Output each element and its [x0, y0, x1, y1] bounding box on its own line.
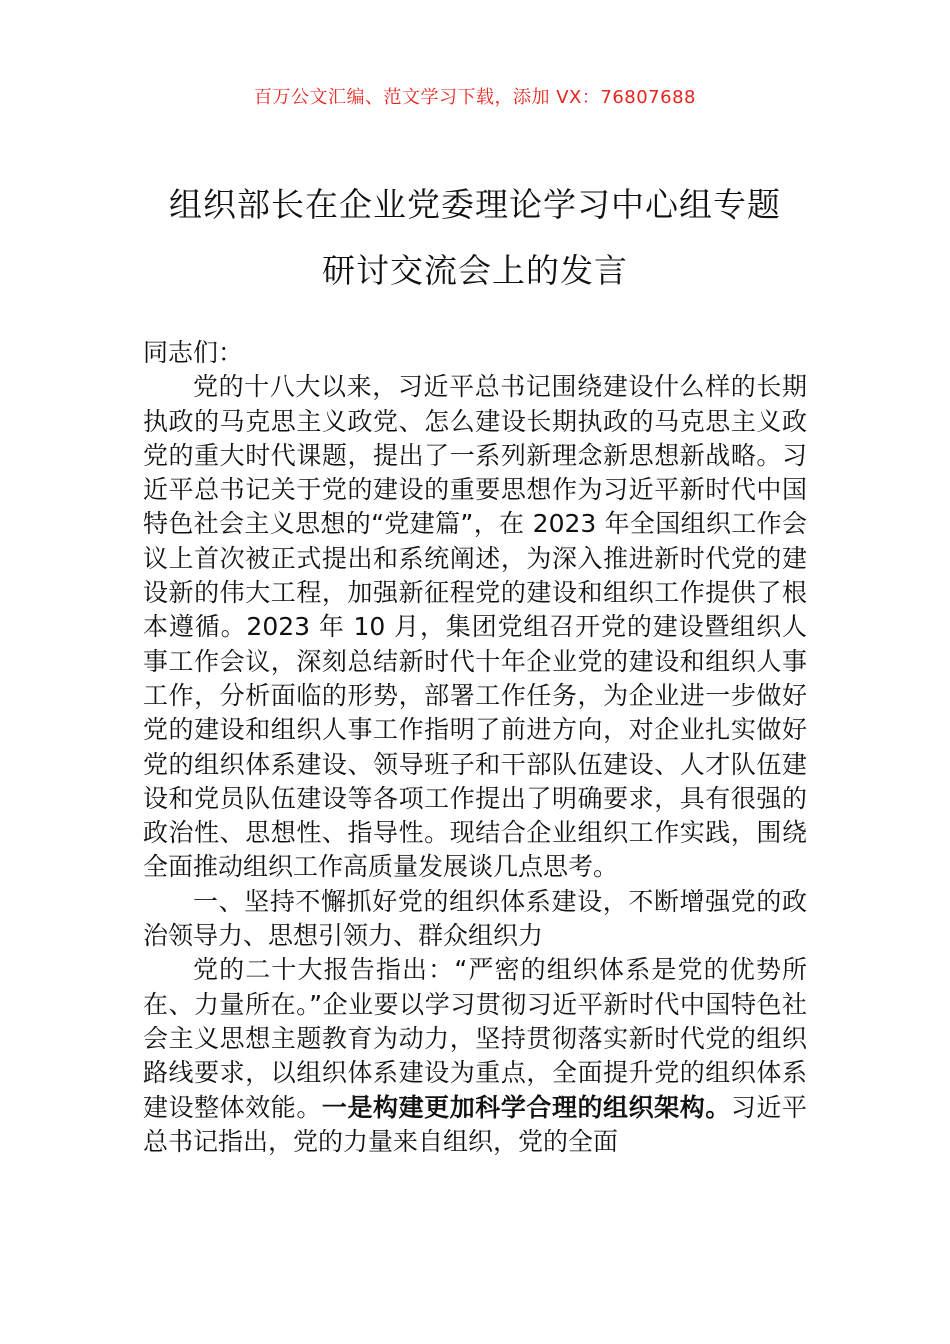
title-line-2: 研讨交流会上的发言 [322, 251, 628, 290]
salutation: 同志们： [143, 338, 244, 367]
header-note: 百万公文汇编、范文学习下载，添加 VX：76807688 [254, 87, 696, 108]
paragraph-section-1-text: 党的二十大报告指出：“严密的组织体系是党的优势所在、力量所在。”企业要以学习贯彻习近平新时代中国特色社会主义思想主题教育为动力，坚持贯彻落实新时代党的组织路线要求，以组织体系建设为重点，全面提升党的组织体系建设整体效能。 [143, 955, 807, 1122]
document-body [143, 336, 807, 1159]
paragraph-intro: 党的十八大以来，习近平总书记围绕建设什么样的长期执政的马克思主义政党、怎么建设长期执政的马克思主义政党的重大时代课题，提出了一系列新理念新思想新战略。习近平总书记关于党的建设的重要思想作为习近平新时代中国特色社会主义思想的“党建篇”，在 2023 年全国组织工作会议上首次被正式提出和系统阐述，为深入推进新时代党的建设新的伟大工程，加强新征程党的建设和组织工作提供了根本遵循。2023 年 10 月，集团党组召开党的建设暨组织人事工作会议，深刻总结新时代十年企业党的建设和组织人事工作，分析面临的形势，部署工作任务，为企业进一步做好党的建设和组织人事工作指明了前进方向，对企业扎实做好党的组织体系建设、领导班子和干部队伍建设、人才队伍建设和党员队伍建设等各项工作提出了明确要求，具有很强的政治性、思想性、指导性。现结合企业组织工作实践，围绕全面推动组织工作高质量发展谈几点思考。 [143, 372, 807, 882]
page-title [140, 172, 810, 304]
bold-subpoint-1: 一是构建更加科学合理的组织架构。 [321, 1092, 731, 1122]
section-heading-1: 一、坚持不懈抓好党的组织体系建设，不断增强党的政治领导力、思想引领力、群众组织力 [143, 886, 807, 951]
title-line-1: 组织部长在企业党委理论学习中心组专题 [169, 185, 781, 224]
paragraph-section-1-tail: 习近平总书记指出，党的力量来自组织，党的全面 [143, 1092, 807, 1156]
paragraph-section-1 [143, 953, 807, 1159]
